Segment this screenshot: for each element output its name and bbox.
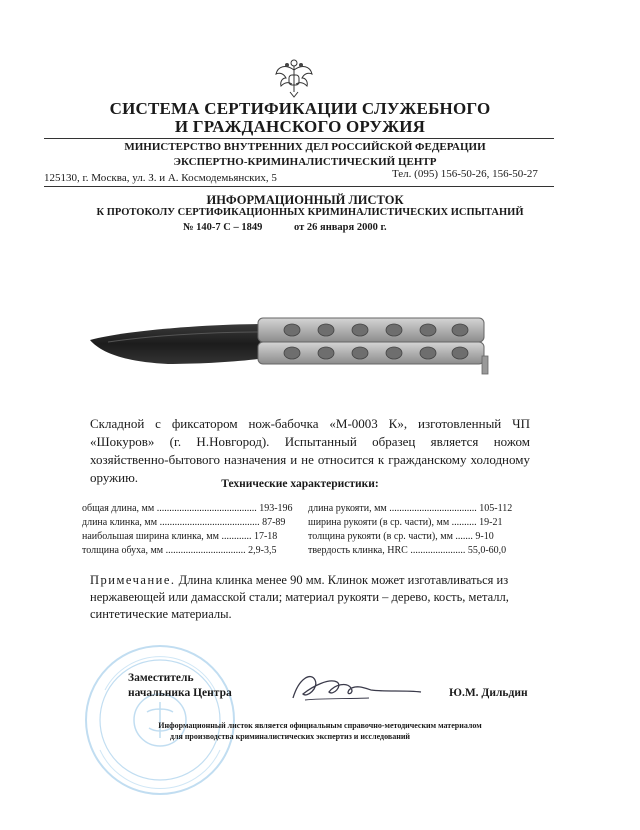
info-subtitle: К ПРОТОКОЛУ СЕРТИФИКАЦИОННЫХ КРИМИНАЛИСТИЧЕСКИХ ИСПЫТАНИЙ: [96, 207, 524, 218]
note-label: Примечание.: [90, 573, 176, 587]
handwritten-signature: [285, 668, 425, 708]
info-title: ИНФОРМАЦИОННЫЙ ЛИСТОК: [206, 193, 404, 207]
spec-row: наибольшая ширина клинка, мм ............ 17-18: [82, 531, 278, 542]
address-rule: [44, 186, 554, 187]
ministry-name: МИНИСТЕРСТВО ВНУТРЕННИХ ДЕЛ РОССИЙСКОЙ ФЕДЕРАЦИИ: [124, 141, 486, 153]
signer-position-line2: начальника Центра: [128, 687, 232, 699]
spec-row: длина клинка, мм ........................................ 87-89: [82, 517, 286, 528]
header-title-line2: И ГРАЖДАНСКОГО ОРУЖИЯ: [174, 117, 426, 136]
header-title-line1: СИСТЕМА СЕРТИФИКАЦИИ СЛУЖЕБНОГО: [109, 99, 491, 118]
phone: Тел. (095) 156-50-26, 156-50-27: [392, 168, 538, 180]
specs-left: [82, 502, 293, 558]
butterfly-knife-photo: [88, 312, 498, 382]
spec-row: длина рукояти, мм ................................... 105-112: [308, 503, 513, 514]
protocol-date: от 26 января 2000 г.: [294, 222, 387, 233]
spec-row: ширина рукояти (в ср. части), мм .......... 19-21: [308, 517, 503, 528]
signer-position-line1: Заместитель: [128, 672, 194, 684]
double-headed-eagle-icon: [272, 56, 316, 100]
product-description: Складной с фиксатором нож-бабочка «М-0003 К», изготовленный ЧП «Шокуров» (г. Н.Новгород). Испытанный образец является ножом хозяйственно-бытового назначения и не относится к гражданскому холодному оружию.: [90, 416, 530, 485]
note-text: Длина клинка менее 90 мм. Клинок может изготавливаться из нержавеющей или дамасской стали; материал рукояти – дерево, кость, металл, синтетические материалы.: [90, 573, 509, 621]
protocol-number: № 140-7 С – 1849: [183, 222, 263, 233]
header-rule: [44, 138, 554, 139]
specs-right: [308, 502, 523, 558]
spec-row: общая длина, мм ........................................ 193-196: [82, 503, 293, 514]
spec-row: твердость клинка, HRC ...................... 55,0-60,0: [308, 545, 507, 556]
signer-name: Ю.М. Дильдин: [449, 687, 528, 699]
footer-line1: Информационный листок является официальным справочно-методическим материалом: [158, 721, 482, 730]
footer-line2: для производства криминалистических экспертиз и исследований: [169, 732, 411, 741]
spec-row: толщина обуха, мм ................................ 2,9-3,5: [82, 545, 277, 556]
spec-row: толщина рукояти (в ср. части), мм ....... 9-10: [308, 531, 494, 542]
specs-heading: Технические характеристики:: [221, 478, 379, 490]
address: 125130, г. Москва, ул. З. и А. Космодемьянских, 5: [44, 172, 277, 184]
note: [90, 572, 530, 623]
center-name: ЭКСПЕРТНО-КРИМИНАЛИСТИЧЕСКИЙ ЦЕНТР: [173, 156, 437, 168]
